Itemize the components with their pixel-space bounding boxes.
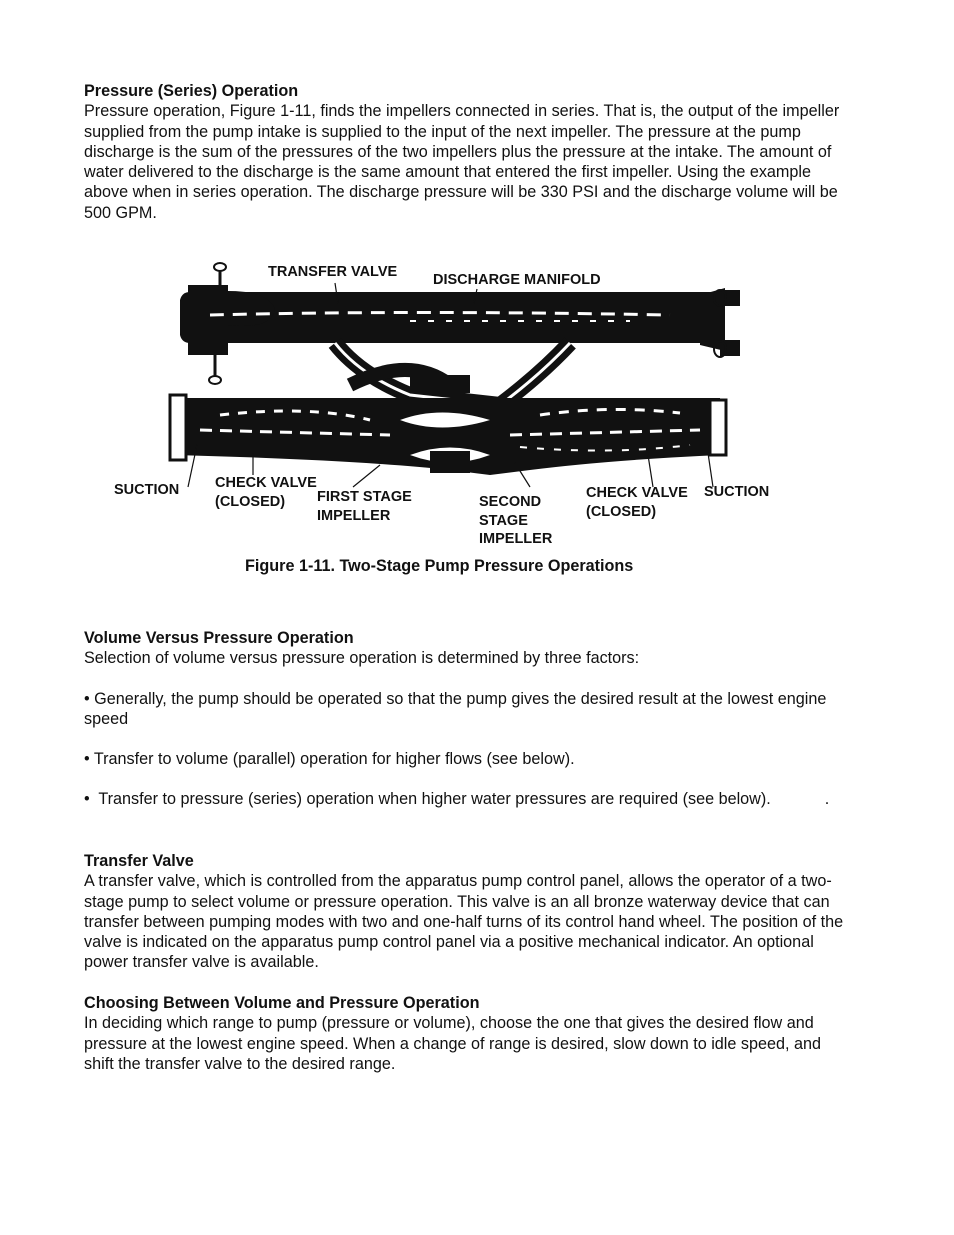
section-heading: Volume Versus Pressure Operation	[84, 629, 354, 647]
label-second-stage-impeller	[479, 493, 552, 549]
label-check-valve-left	[215, 474, 317, 511]
pump-cutaway-figure	[110, 255, 790, 555]
pump-drawing	[110, 255, 790, 555]
label-suction-left: SUCTION	[114, 482, 180, 498]
bullet-item: • Transfer to pressure (series) operation when higher water pressures are required (see below). .	[84, 790, 830, 809]
label-suction-right: SUCTION	[704, 484, 770, 500]
section-paragraph: A transfer valve, which is controlled from the apparatus pump control panel, allows the operator of a two-stage pump to select volume or pressure operation. This valve is an all bronze waterway device that can transfer between pumping modes with two and one-half turns of its control hand wheel. The position of the valve is indicated on the apparatus pump control panel via a positive mechanical indicator. An optional power transfer valve is available.	[84, 872, 844, 972]
section-paragraph: In deciding which range to pump (pressure or volume), choose the one that gives the desired flow and pressure at the lowest engine speed. When a change of range is desired, slow down to idle speed, and shift the transfer valve to the desired range.	[84, 1014, 821, 1073]
section-heading: Pressure (Series) Operation	[84, 82, 299, 100]
label-first-stage-impeller	[317, 488, 412, 525]
figure-caption: Figure 1-11. Two-Stage Pump Pressure Operations	[245, 557, 634, 575]
label-transfer-valve: TRANSFER VALVE	[268, 264, 398, 280]
label-line: STAGE	[479, 512, 528, 529]
section-transfer-valve	[84, 851, 854, 973]
section-choosing-operation	[84, 993, 854, 1074]
bullet-item: • Transfer to volume (parallel) operation for higher flows (see below).	[84, 750, 575, 769]
section-paragraph: Pressure operation, Figure 1-11, finds the impellers connected in series. That is, the output of the impeller supplied from the pump intake is supplied to the input of the next impeller. The pressure at the pump discharge is the sum of the pressures of the two impellers plus the pressure at the intake. The amount of water delivered to the discharge is the same amount that entered the first impeller. Using the example above when in series operation. The discharge pressure will be 330 PSI and the discharge volume will be 500 GPM.	[84, 102, 840, 222]
section-heading: Transfer Valve	[84, 852, 194, 870]
label-line: IMPELLER	[317, 507, 391, 524]
label-discharge-manifold: DISCHARGE MANIFOLD	[433, 272, 601, 288]
bullet-item: • Generally, the pump should be operated so that the pump gives the desired result at the lowest engine speed	[84, 689, 827, 728]
label-line: (CLOSED)	[586, 503, 657, 520]
label-line: FIRST STAGE	[317, 489, 412, 505]
section-paragraph: Selection of volume versus pressure operation is determined by three factors:	[84, 649, 640, 668]
section-heading: Choosing Between Volume and Pressure Operation	[84, 994, 480, 1012]
label-line: CHECK VALVE	[586, 485, 688, 501]
label-line: (CLOSED)	[215, 493, 286, 510]
label-line: IMPELLER	[479, 531, 553, 547]
label-line: CHECK VALVE	[215, 475, 317, 491]
label-line: SECOND	[479, 494, 542, 510]
section-series-operation	[84, 81, 854, 223]
label-check-valve-right	[586, 484, 688, 521]
section-volume-vs-pressure	[84, 628, 854, 810]
